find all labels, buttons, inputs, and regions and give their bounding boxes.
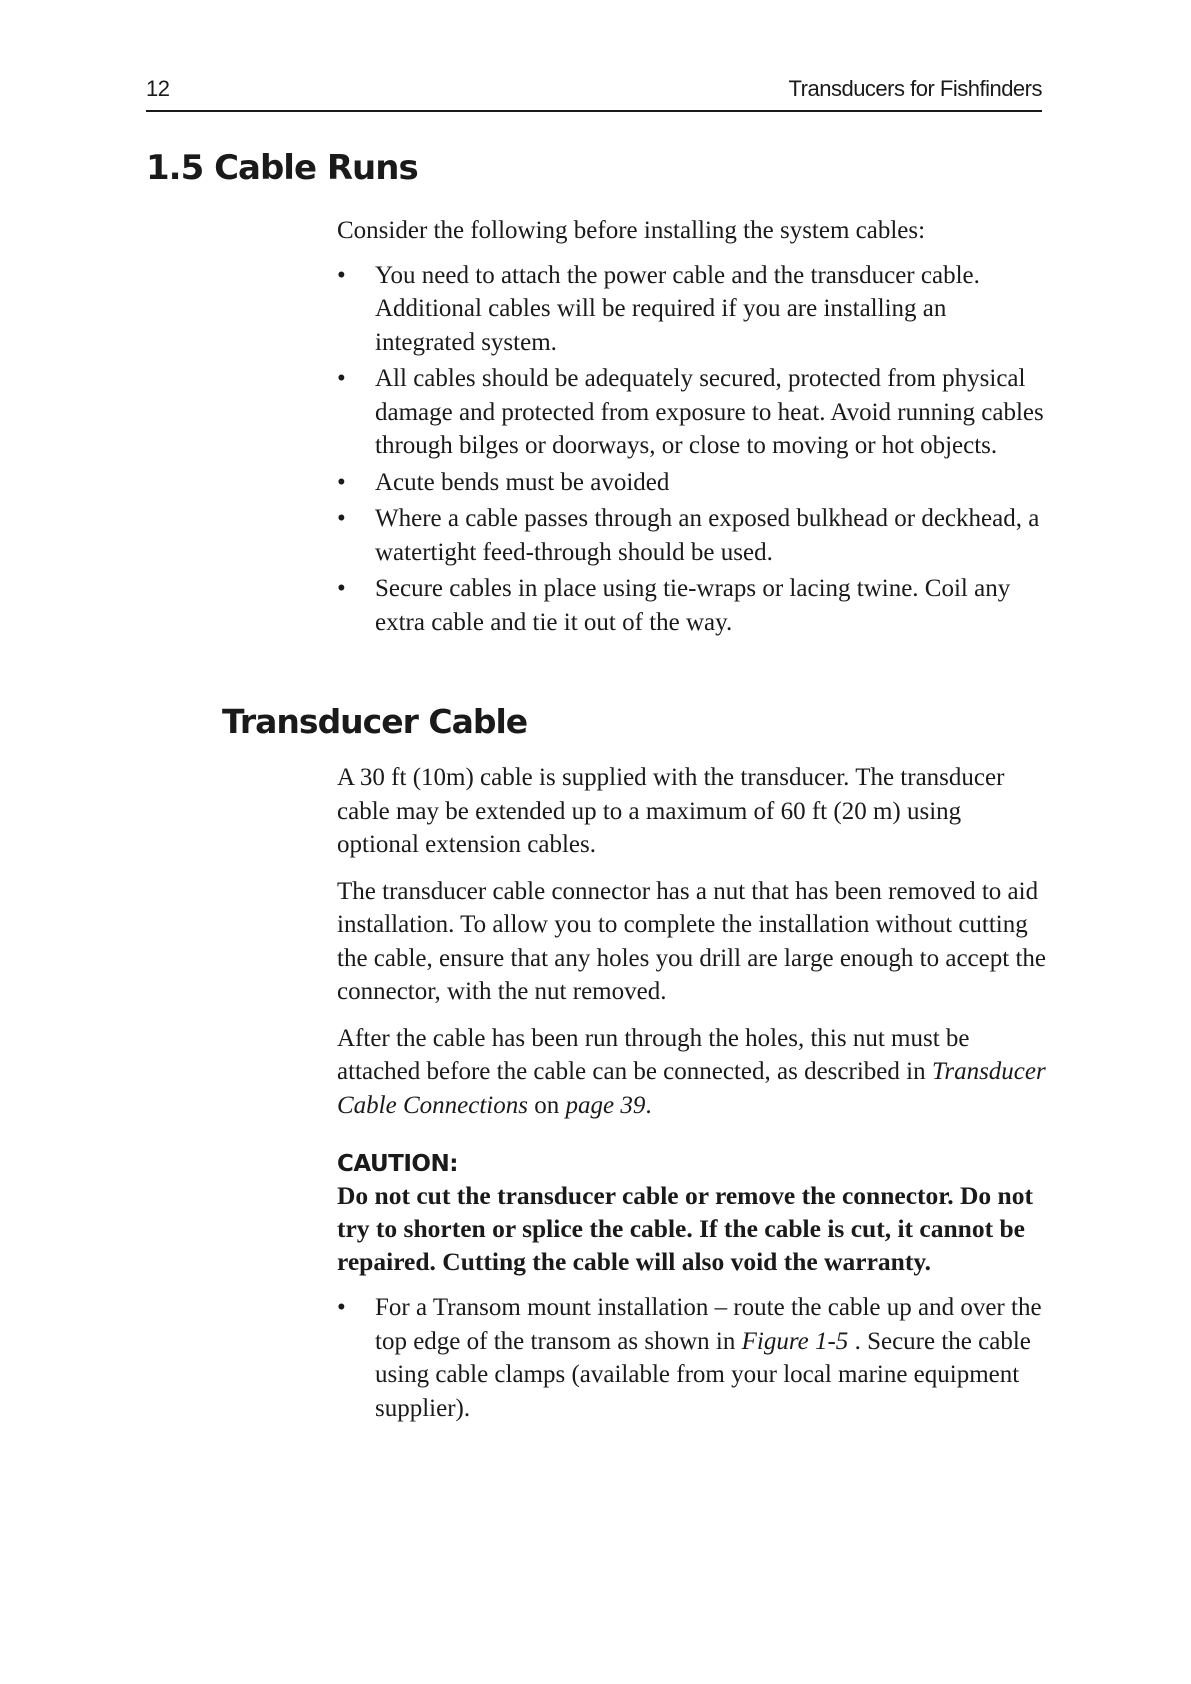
running-title: Transducers for Fishfinders (788, 76, 1042, 101)
subsection-heading: Transducer Cable (222, 702, 528, 741)
cable-length-paragraph: A 30 ft (10m) cable is supplied with the transducer. The transducer cable may be extended up to a maximum of 60 ft (20 m) using optional extension cables. (337, 764, 1005, 858)
bullet-icon: • (337, 505, 346, 532)
attach-nut-text: After the cable has been run through the holes, this nut must be attached before the cable can be connected, as described in (337, 1024, 970, 1085)
cable-considerations-list (337, 259, 1049, 640)
list-item-text: All cables should be adequately secured, protected from physical damage and protected from exposure to heat. Avoid running cables through bilges or doorways, or close to moving or hot objects. (375, 365, 1044, 459)
page-header (146, 70, 1042, 112)
list-item (337, 259, 1049, 360)
figure-reference-link[interactable]: Figure 1-5 (741, 1327, 849, 1355)
bullet-icon: • (337, 468, 346, 496)
list-item (337, 1291, 1049, 1425)
attach-nut-paragraph (337, 1022, 1049, 1123)
section-body (337, 214, 1049, 642)
list-item (337, 502, 1049, 569)
page-reference-link[interactable]: page 39 (565, 1091, 646, 1119)
section-heading: 1.5 Cable Runs (146, 148, 418, 188)
list-item (337, 466, 1049, 500)
bullet-icon: • (337, 1294, 346, 1321)
list-item-text: Where a cable passes through an exposed bulkhead or deckhead, a watertight feed-through should be used. (375, 505, 1040, 566)
bullet-icon: • (337, 365, 346, 392)
transom-text-rest: . Secure the cable using cable clamps (available from your local marine equipment supplier). (375, 1327, 1031, 1422)
caution-text: Do not cut the transducer cable or remove the connector. Do not try to shorten or splice the cable. If the cable is cut, it cannot be repaired. Cutting the cable will also void the warranty. (337, 1181, 1033, 1276)
list-item (337, 362, 1049, 463)
sentence-end: . (645, 1091, 652, 1119)
caution-label: CAUTION: (337, 1151, 458, 1177)
list-item-text: Acute bends must be avoided (375, 468, 670, 496)
transom-mount-list (337, 1291, 1049, 1425)
bullet-icon: • (337, 575, 346, 602)
list-item (337, 572, 1049, 639)
transom-text: For a Transom mount installation – route the cable up and over the top edge of the transom as shown in (375, 1294, 1042, 1355)
bullet-icon: • (337, 261, 346, 289)
connector-nut-paragraph: The transducer cable connector has a nut that has been removed to aid installation. To allow you to complete the installation without cutting the cable, ensure that any holes you drill are large enough to accept the connector, with the nut removed. (337, 877, 1046, 1005)
list-item-text: You need to attach the power cable and the transducer cable. Additional cables will be required if you are installing an integrated system. (375, 261, 980, 356)
cross-reference-link[interactable]: Transducer Cable Connections (337, 1058, 1046, 1119)
list-item-text: Secure cables in place using tie-wraps or lacing twine. Coil any extra cable and tie it out of the way. (375, 575, 1011, 636)
subsection-body (337, 761, 1049, 1428)
on-word: on (534, 1091, 560, 1119)
page-number: 12 (146, 76, 170, 101)
section-intro: Consider the following before installing the system cables: (337, 217, 926, 244)
